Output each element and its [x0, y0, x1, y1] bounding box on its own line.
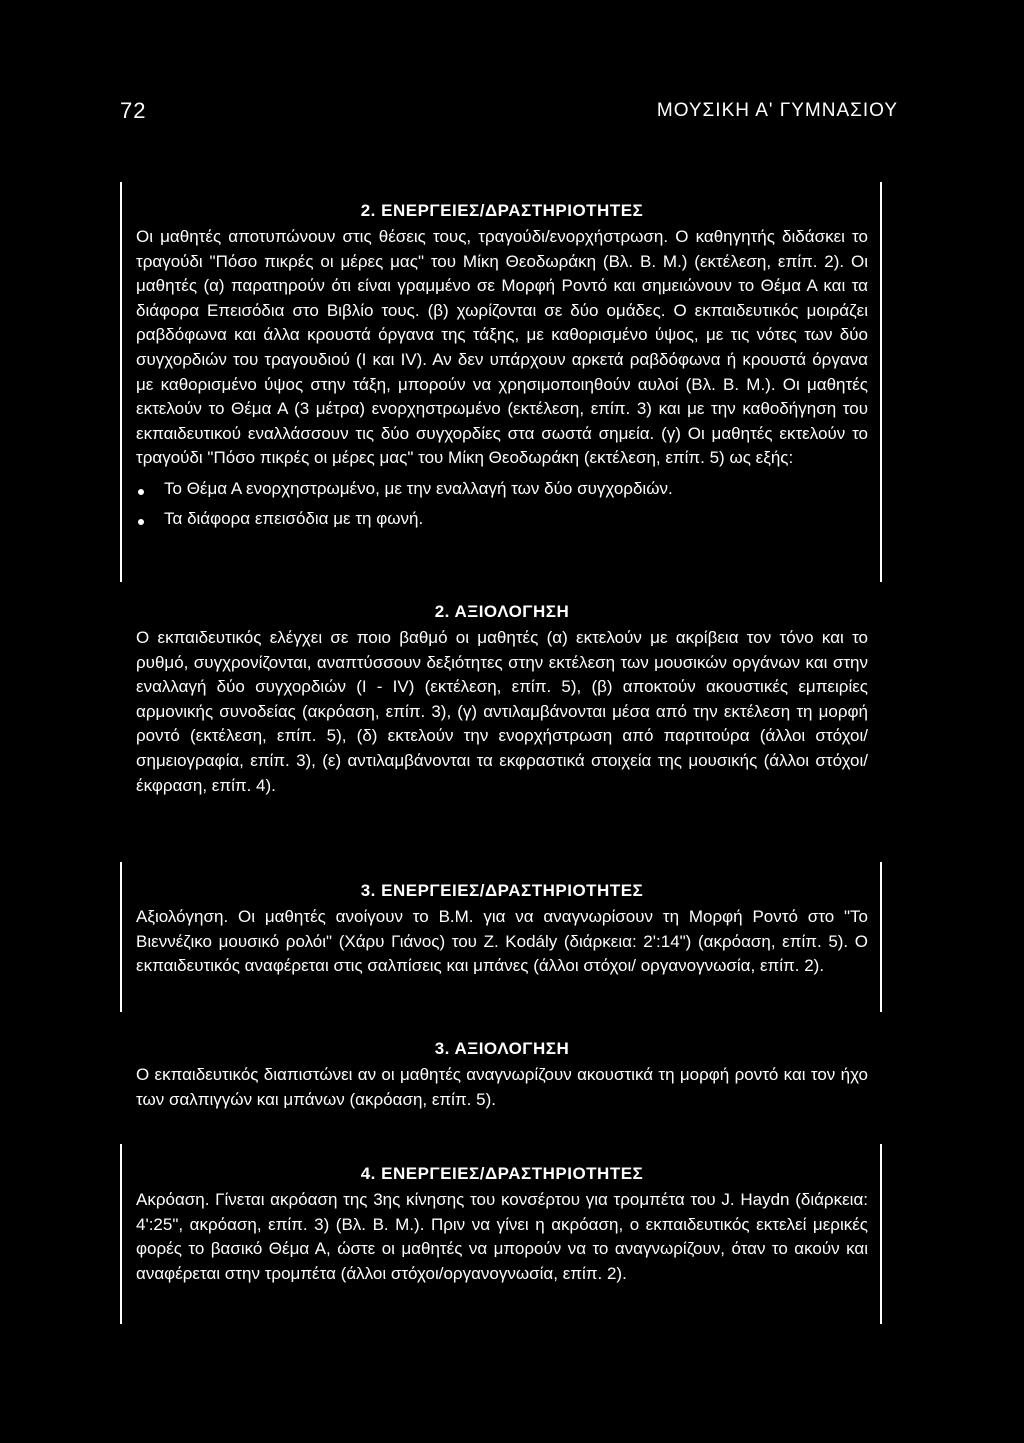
- section-text: Ο εκπαιδευτικός διαπιστώνει αν οι μαθητές αναγνωρίζουν ακουστικά τη μορφή ροντό και τον ήχο των σαλπιγγών και μπάνων (ακρόαση, επίπ. 5).: [136, 1065, 868, 1109]
- bullet-list: [136, 477, 868, 531]
- section-border-right: [880, 862, 882, 1012]
- section-heading: 3. ΕΝΕΡΓΕΙΕΣ/ΔΡΑΣΤΗΡΙΟΤΗΤΕΣ: [360, 881, 644, 900]
- section-border-right: [880, 1144, 882, 1324]
- section-activities-3: [136, 879, 868, 979]
- section-evaluation-3: [136, 1037, 868, 1112]
- section-heading: 2. ΑΞΙΟΛΟΓΗΣΗ: [434, 602, 570, 621]
- section-border-left: [120, 862, 122, 1012]
- list-item: [136, 477, 868, 501]
- section-evaluation-2: [136, 600, 868, 798]
- section-border-right: [880, 182, 882, 582]
- section-border-left: [120, 182, 122, 582]
- section-text: Ακρόαση. Γίνεται ακρόαση της 3ης κίνησης του κονσέρτου για τρομπέτα του J. Haydn (διάρκεια: 4':25", ακρόαση, επίπ. 3) (Βλ. Β. Μ.). Πριν να γίνει η ακρόαση, ο εκπαιδευτικός εκτελεί μερικές φορές το βασικό Θέμα Α, ώστε οι μαθητές να μπορούν να το αναγνωρίζουν, όταν το ακούν και αναφέρεται στην τρομπέτα (άλλοι στόχοι/οργανογνωσία, επίπ. 2).: [136, 1190, 868, 1283]
- running-title: ΜΟΥΣΙΚΗ Α' ΓΥΜΝΑΣΙΟΥ: [656, 100, 898, 121]
- page-number: 72: [120, 98, 147, 123]
- bullet-icon: [138, 519, 144, 525]
- section-text: Αξιολόγηση. Οι μαθητές ανοίγουν το Β.Μ. για να αναγνωρίσουν τη Μορφή Ροντό στο "Το Βιεννέζικο μουσικό ρολόι" (Χάρυ Γιάνος) του Z. Kodály (διάρκεια: 2':14") (ακρόαση, επίπ. 5). Ο εκπαιδευτικός αναφέρεται στις σαλπίσεις και μπάνες (άλλοι στόχοι/ οργανογνωσία, επίπ. 2).: [136, 907, 868, 976]
- section-text: Ο εκπαιδευτικός ελέγχει σε ποιο βαθμό οι μαθητές (α) εκτελούν με ακρίβεια τον τόνο και το ρυθμό, συγχρονίζονται, αναπτύσσουν δεξιότητες στην εκτέλεση των μουσικών οργάνων και στην εναλλαγή δύο συγχορδιών (I - IV) (εκτέλεση, επίπ. 5), (β) αποκτούν ακουστικές εμπειρίες αρμονικής συνοδείας (ακρόαση, επίπ. 3), (γ) αντιλαμβάνονται μέσα από την εκτέλεση τη μορφή ροντό (εκτέλεση, επίπ. 5), (δ) εκτελούν την ενορχήστρωση από παρτιτούρα (άλλοι στόχοι/σημειογραφία, επίπ. 3), (ε) αντιλαμβάνονται τα εκφραστικά στοιχεία της μουσικής (άλλοι στόχοι/έκφραση, επίπ. 4).: [136, 628, 868, 795]
- section-heading: 4. ΕΝΕΡΓΕΙΕΣ/ΔΡΑΣΤΗΡΙΟΤΗΤΕΣ: [360, 1164, 644, 1183]
- section-text: Οι μαθητές αποτυπώνουν στις θέσεις τους, τραγούδι/ενορχήστρωση. Ο καθηγητής διδάσκει το τραγούδι "Πόσο πικρές οι μέρες μας" του Μίκη Θεοδωράκη (Βλ. Β. Μ.) (εκτέλεση, επίπ. 2). Οι μαθητές (α) παρατηρούν ότι είναι γραμμένο σε Μορφή Ροντό και σημειώνουν το Θέμα Α και τα διάφορα Επεισόδια στο Βιβλίο τους. (β) χωρίζονται σε δύο ομάδες. Ο εκπαιδευτικός μοιράζει ραβδόφωνα και άλλα κρουστά όργανα της τάξης, με καθορισμένο ύψος, με τις νότες των δύο συγχορδιών του τραγουδιού (I και IV). Αν δεν υπάρχουν αρκετά ραβδόφωνα ή κρουστά όργανα με καθορισμένο ύψος στην τάξη, μπορούν να χρησιμοποιηθούν αυλοί (Βλ. Β. Μ.). Οι μαθητές εκτελούν το Θέμα Α (3 μέτρα) ενορχηστρωμένο (εκτέλεση, επίπ. 3) και με την καθοδήγηση του εκπαιδευτικού εναλλάσσουν τις δύο συγχορδίες στα σωστά σημεία. (γ) Οι μαθητές εκτελούν το τραγούδι "Πόσο πικρές οι μέρες μας" του Μίκη Θεοδωράκη (εκτέλεση, επίπ. 5) ως εξής:: [136, 227, 868, 468]
- list-item: [136, 507, 868, 531]
- section-heading: 3. ΑΞΙΟΛΟΓΗΣΗ: [434, 1039, 570, 1058]
- section-activities-2: [136, 199, 868, 537]
- list-item-text: Τα διάφορα επεισόδια με τη φωνή.: [164, 508, 424, 528]
- list-item-text: Το Θέμα Α ενορχηστρωμένο, με την εναλλαγή των δύο συγχορδιών.: [164, 478, 673, 498]
- section-heading: 2. ΕΝΕΡΓΕΙΕΣ/ΔΡΑΣΤΗΡΙΟΤΗΤΕΣ: [360, 201, 644, 220]
- bullet-icon: [138, 489, 144, 495]
- section-activities-4: [136, 1162, 868, 1286]
- section-border-left: [120, 1144, 122, 1324]
